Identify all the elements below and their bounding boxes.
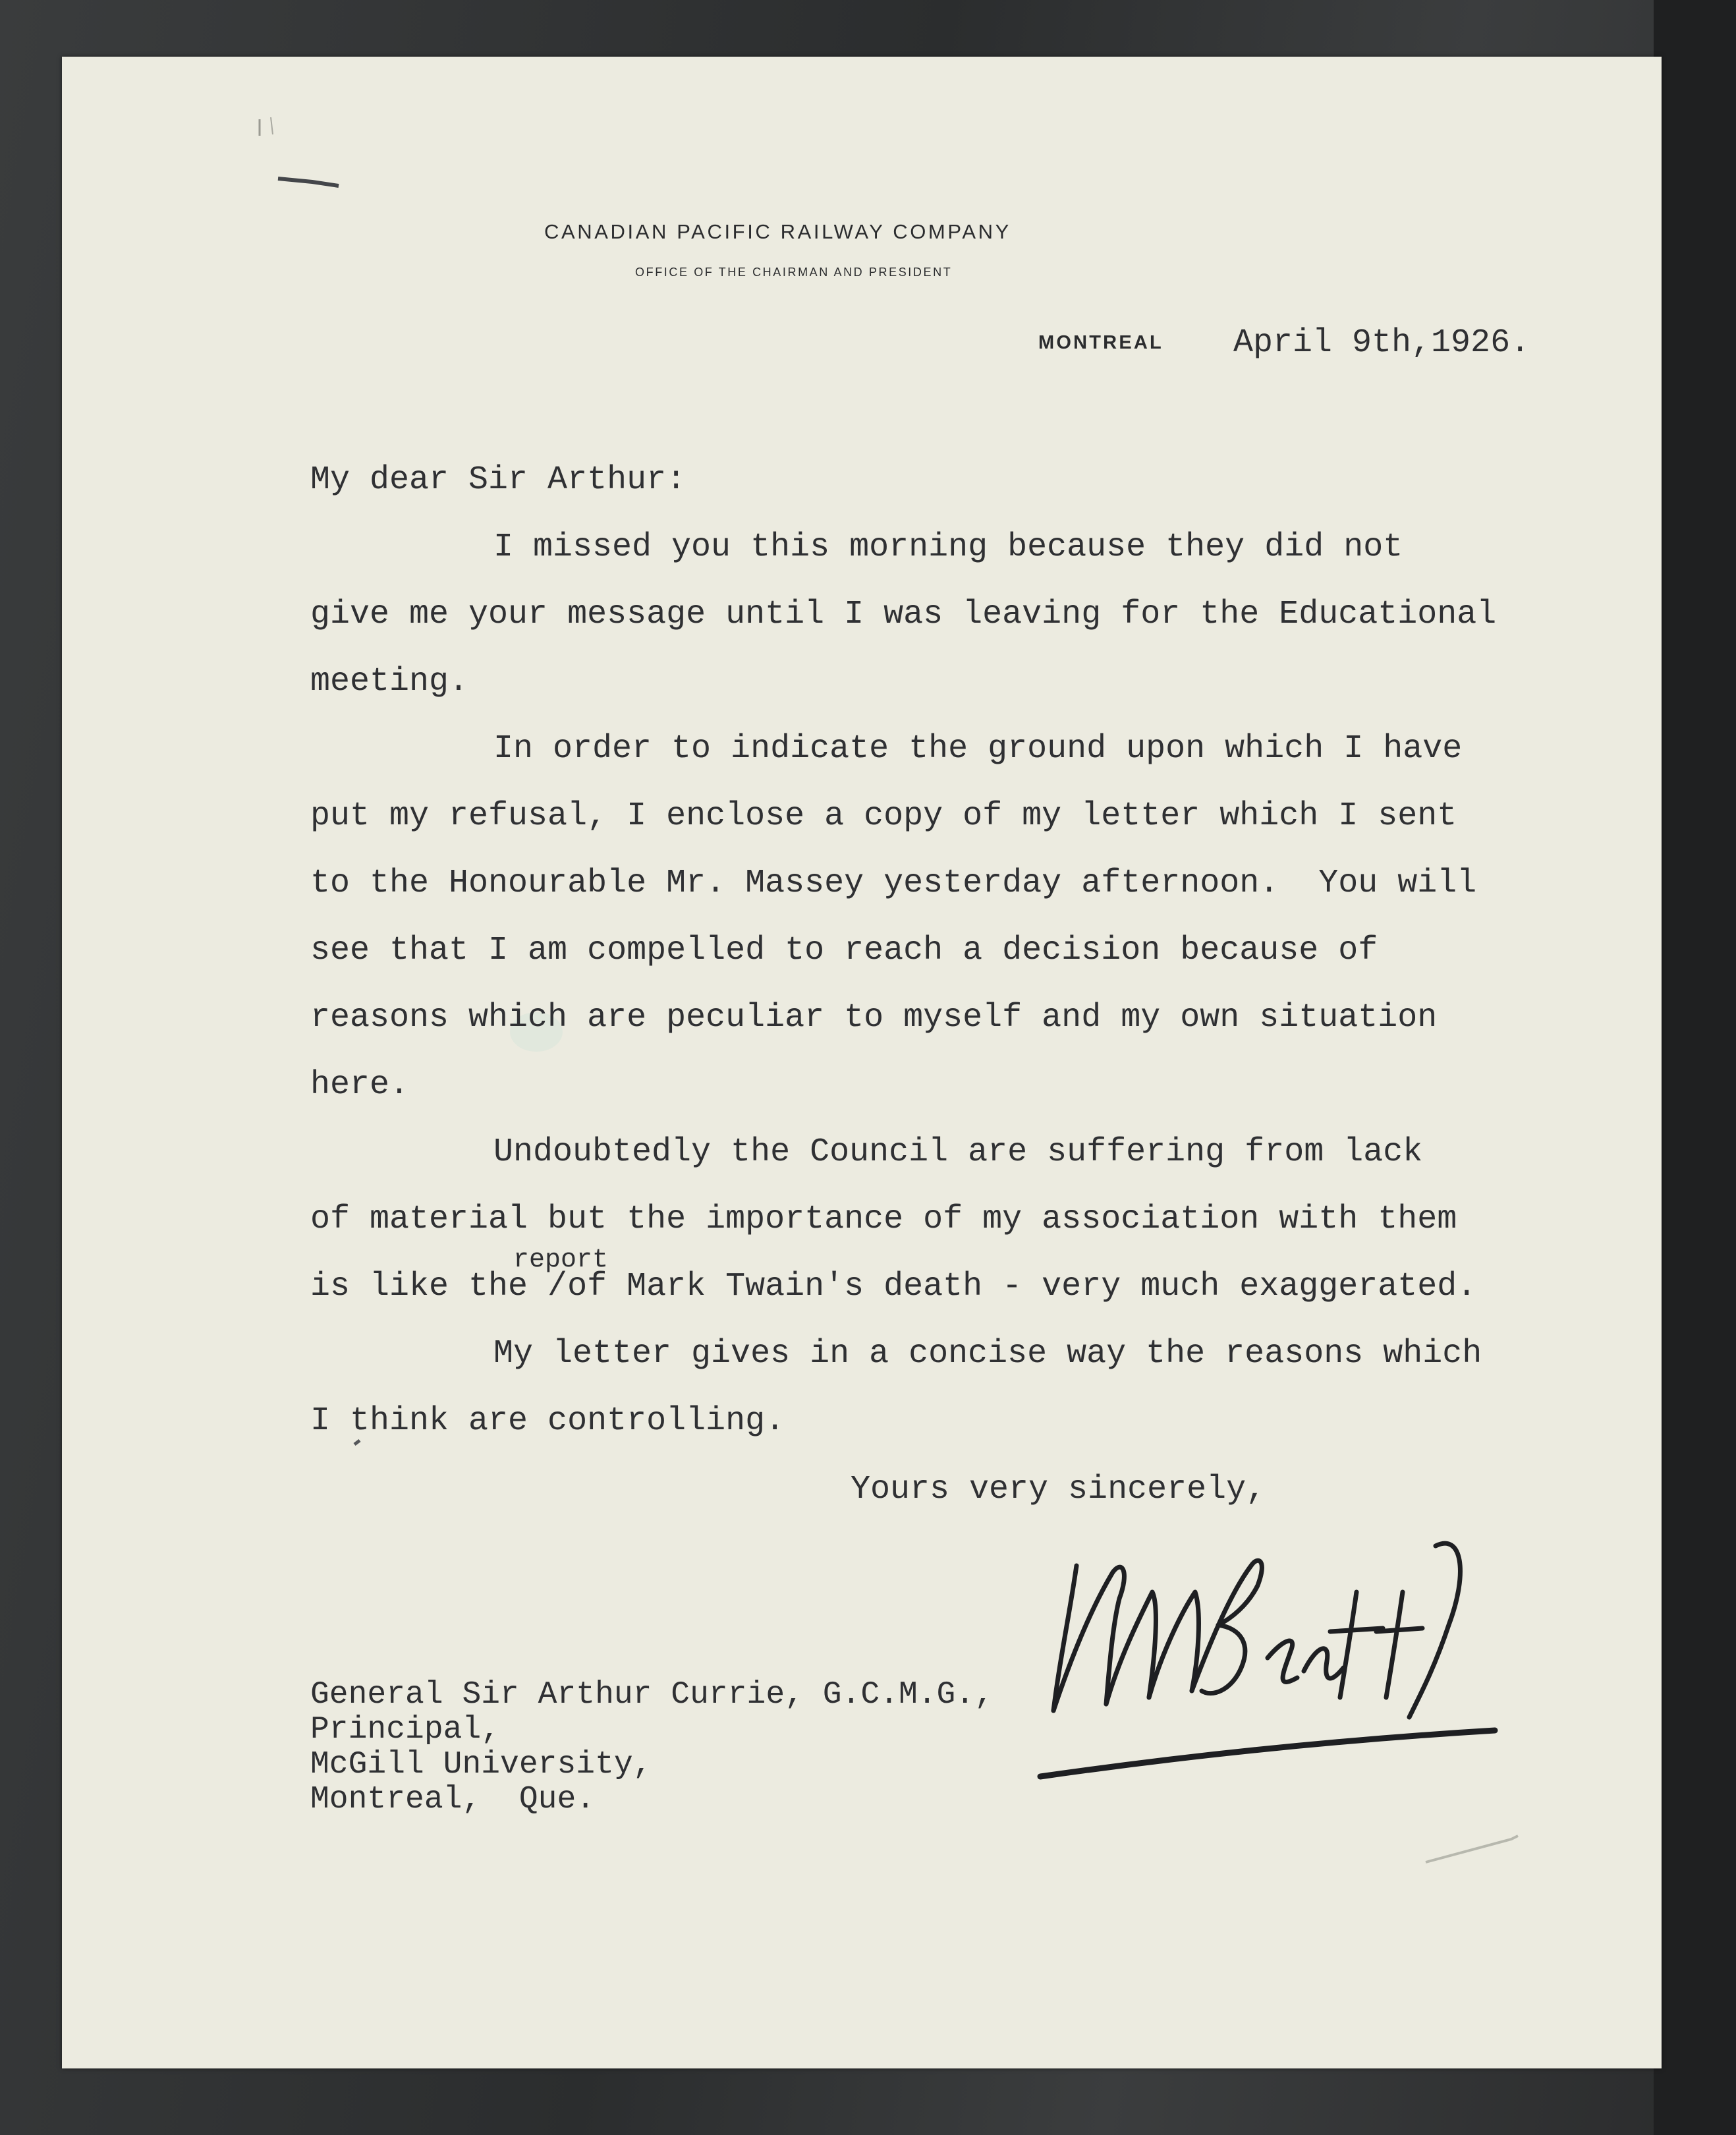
body-line: I think are controlling. <box>310 1402 785 1440</box>
letterhead-company: CANADIAN PACIFIC RAILWAY COMPANY <box>544 220 1011 243</box>
body-line: Undoubtedly the Council are suffering from lack <box>493 1133 1423 1171</box>
handwritten-signature <box>1014 1493 1508 1796</box>
recipient-city: Montreal, Que. <box>310 1782 596 1817</box>
body-line: of material but the importance of my association with them <box>310 1201 1457 1238</box>
body-line: is like the /of Mark Twain's death - very much exaggerated. <box>310 1268 1477 1305</box>
letterhead-city: MONTREAL <box>1038 332 1163 353</box>
pencil-mark <box>1426 1836 1518 1862</box>
backing-board <box>1654 0 1736 2135</box>
recipient-title: Principal, <box>310 1712 501 1748</box>
letter-page <box>62 57 1662 2068</box>
letterhead-office: OFFICE OF THE CHAIRMAN AND PRESIDENT <box>635 266 953 279</box>
ink-dot <box>354 1440 360 1444</box>
body-line: here. <box>310 1066 410 1104</box>
body-line: to the Honourable Mr. Massey yesterday afternoon. You will <box>310 865 1477 902</box>
body-line: In order to indicate the ground upon which I have <box>493 730 1463 768</box>
body-line: I missed you this morning because they did not <box>493 528 1403 566</box>
scratch-mark <box>271 117 273 134</box>
ink-smudge <box>278 179 339 186</box>
body-line: give me your message until I was leaving for the Educational <box>310 596 1497 633</box>
recipient-institution: McGill University, <box>310 1747 652 1782</box>
closing: Yours very sincerely, <box>851 1471 1266 1508</box>
body-line: meeting. <box>310 663 469 700</box>
body-line: see that I am compelled to reach a decision because of <box>310 932 1378 969</box>
body-line: put my refusal, I enclose a copy of my letter which I sent <box>310 797 1457 835</box>
salutation: My dear Sir Arthur: <box>310 461 686 499</box>
interlinear-insertion: report <box>513 1245 609 1275</box>
recipient-name: General Sir Arthur Currie, G.C.M.G., <box>310 1677 994 1713</box>
body-line: reasons which are peculiar to myself and my own situation <box>310 999 1438 1037</box>
body-line: My letter gives in a concise way the reasons which <box>493 1335 1482 1373</box>
letter-date: April 9th,1926. <box>1233 324 1530 362</box>
